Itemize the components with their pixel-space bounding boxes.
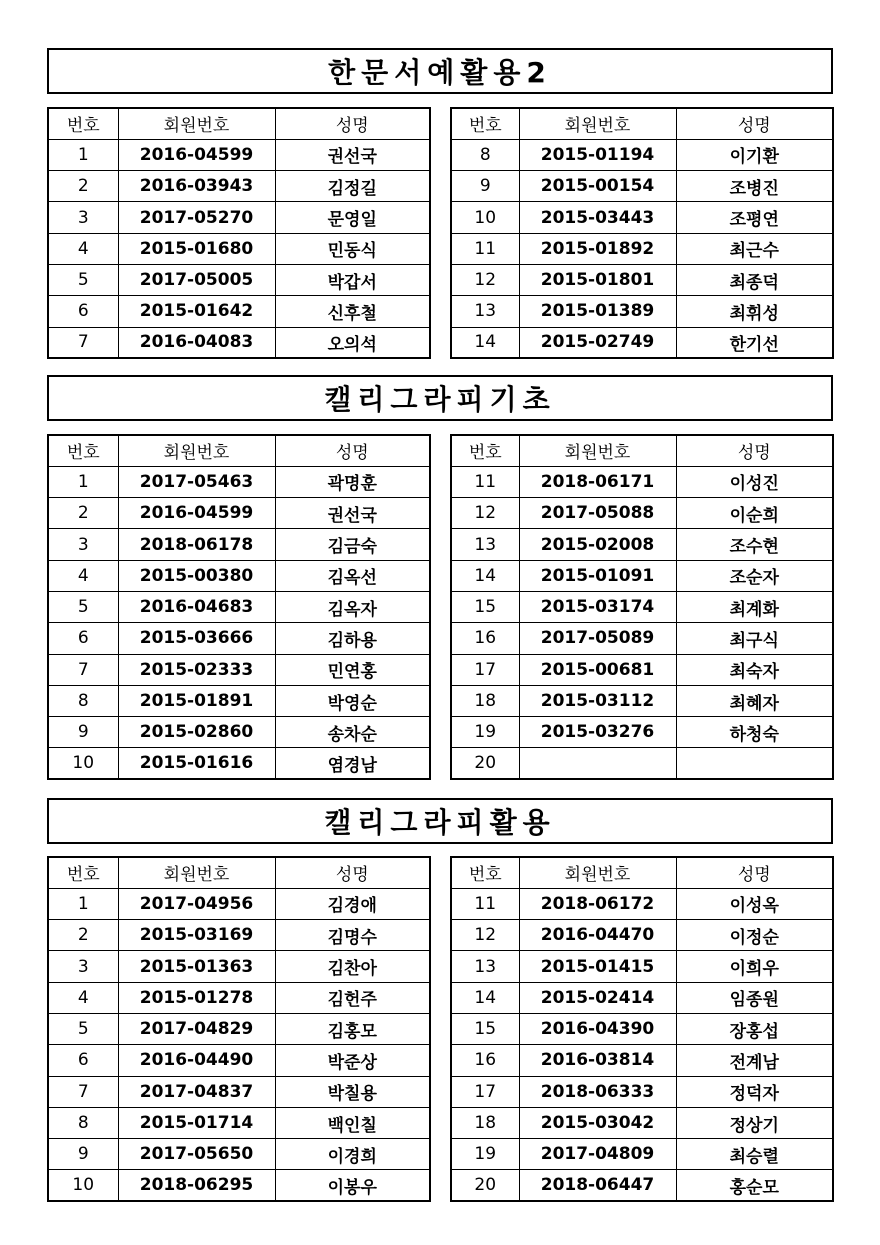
table-row	[451, 623, 833, 654]
row-number: 1	[48, 466, 118, 497]
member-id: 2015-01616	[118, 748, 275, 779]
table-row	[48, 920, 430, 951]
header-row	[48, 108, 430, 139]
row-number: 6	[48, 296, 118, 327]
member-id: 2016-04490	[118, 1045, 275, 1076]
table-row	[451, 717, 833, 748]
member-id: 2015-01194	[519, 139, 676, 170]
member-name: 홍순모	[676, 1170, 833, 1201]
row-number: 16	[451, 1045, 519, 1076]
roster-table-left	[47, 856, 431, 1202]
member-name: 이희우	[676, 951, 833, 982]
row-number: 18	[451, 685, 519, 716]
member-id: 2015-03443	[519, 202, 676, 233]
row-number: 3	[48, 202, 118, 233]
member-id: 2015-01091	[519, 560, 676, 591]
member-name: 민동식	[275, 233, 430, 264]
row-number: 11	[451, 888, 519, 919]
row-number: 7	[48, 1076, 118, 1107]
table-row	[48, 748, 430, 779]
table-row	[451, 264, 833, 295]
member-id: 2015-03276	[519, 717, 676, 748]
table-row	[451, 1013, 833, 1044]
table-row	[451, 748, 833, 779]
member-name: 한기선	[676, 327, 833, 358]
table-row	[451, 1107, 833, 1138]
member-id: 2017-04829	[118, 1013, 275, 1044]
header-no: 번호	[451, 435, 519, 466]
member-id: 2015-03112	[519, 685, 676, 716]
member-name: 김옥자	[275, 591, 430, 622]
table-row	[451, 654, 833, 685]
row-number: 2	[48, 920, 118, 951]
member-name: 이순희	[676, 498, 833, 529]
member-name: 김경애	[275, 888, 430, 919]
table-row	[48, 233, 430, 264]
row-number: 13	[451, 529, 519, 560]
table-row	[451, 202, 833, 233]
header-row	[451, 108, 833, 139]
member-name: 하청숙	[676, 717, 833, 748]
member-id: 2016-04599	[118, 139, 275, 170]
member-id: 2017-05088	[519, 498, 676, 529]
table-row	[48, 171, 430, 202]
row-number: 13	[451, 296, 519, 327]
row-number: 10	[48, 748, 118, 779]
table-row	[451, 888, 833, 919]
member-name: 임종원	[676, 982, 833, 1013]
table-row	[48, 264, 430, 295]
table-row	[48, 717, 430, 748]
header-name: 성명	[676, 435, 833, 466]
header-row	[48, 435, 430, 466]
member-id: 2015-00681	[519, 654, 676, 685]
row-number: 19	[451, 717, 519, 748]
table-row	[451, 1045, 833, 1076]
row-number: 9	[48, 717, 118, 748]
table-row	[451, 1076, 833, 1107]
roster-table-right	[450, 856, 834, 1202]
member-id: 2016-04470	[519, 920, 676, 951]
member-name: 송차순	[275, 717, 430, 748]
header-name: 성명	[275, 435, 430, 466]
row-number: 20	[451, 748, 519, 779]
row-number: 18	[451, 1107, 519, 1138]
row-number: 7	[48, 654, 118, 685]
table-row	[451, 498, 833, 529]
row-number: 12	[451, 498, 519, 529]
row-number: 6	[48, 1045, 118, 1076]
header-member-id: 회원번호	[519, 857, 676, 888]
header-row	[48, 857, 430, 888]
member-id: 2018-06178	[118, 529, 275, 560]
table-row	[48, 654, 430, 685]
member-id: 2017-05089	[519, 623, 676, 654]
row-number: 16	[451, 623, 519, 654]
row-number: 11	[451, 233, 519, 264]
row-number: 20	[451, 1170, 519, 1201]
member-name: 신후철	[275, 296, 430, 327]
member-name: 김옥선	[275, 560, 430, 591]
member-name: 김찬아	[275, 951, 430, 982]
table-row	[48, 1013, 430, 1044]
member-id: 2015-01389	[519, 296, 676, 327]
member-id: 2015-01714	[118, 1107, 275, 1138]
table-row	[451, 466, 833, 497]
member-name: 김하용	[275, 623, 430, 654]
table-row	[48, 1076, 430, 1107]
member-id: 2017-05463	[118, 466, 275, 497]
member-id: 2017-05650	[118, 1139, 275, 1170]
table-row	[48, 591, 430, 622]
row-number: 2	[48, 171, 118, 202]
row-number: 7	[48, 327, 118, 358]
table-row	[451, 139, 833, 170]
header-row	[451, 435, 833, 466]
header-name: 성명	[676, 108, 833, 139]
member-id: 2018-06333	[519, 1076, 676, 1107]
member-id: 2015-01363	[118, 951, 275, 982]
member-name: 최계화	[676, 591, 833, 622]
table-row	[451, 560, 833, 591]
member-id: 2015-01415	[519, 951, 676, 982]
member-id: 2015-03169	[118, 920, 275, 951]
table-row	[48, 466, 430, 497]
member-id: 2015-02414	[519, 982, 676, 1013]
row-number: 8	[451, 139, 519, 170]
row-number: 5	[48, 591, 118, 622]
row-number: 10	[451, 202, 519, 233]
member-name: 이성옥	[676, 888, 833, 919]
header-no: 번호	[48, 435, 118, 466]
member-name: 곽명훈	[275, 466, 430, 497]
member-id: 2018-06172	[519, 888, 676, 919]
row-number: 4	[48, 233, 118, 264]
table-row	[451, 296, 833, 327]
table-row	[48, 951, 430, 982]
member-name: 박갑서	[275, 264, 430, 295]
table-row	[48, 296, 430, 327]
member-name: 이성진	[676, 466, 833, 497]
member-name: 최휘성	[676, 296, 833, 327]
row-number: 6	[48, 623, 118, 654]
member-id: 2016-04083	[118, 327, 275, 358]
table-row	[451, 529, 833, 560]
header-member-id: 회원번호	[118, 857, 275, 888]
table-row	[451, 685, 833, 716]
member-id: 2018-06171	[519, 466, 676, 497]
member-id: 2017-04956	[118, 888, 275, 919]
table-row	[48, 1170, 430, 1201]
member-name: 문영일	[275, 202, 430, 233]
member-name	[676, 748, 833, 779]
member-id	[519, 748, 676, 779]
row-number: 2	[48, 498, 118, 529]
member-name: 최근수	[676, 233, 833, 264]
table-row	[451, 591, 833, 622]
row-number: 10	[48, 1170, 118, 1201]
header-row	[451, 857, 833, 888]
table-row	[48, 1107, 430, 1138]
header-name: 성명	[275, 108, 430, 139]
member-name: 김금숙	[275, 529, 430, 560]
table-row	[451, 233, 833, 264]
table-row	[48, 560, 430, 591]
member-id: 2015-01892	[519, 233, 676, 264]
member-name: 조순자	[676, 560, 833, 591]
member-name: 김홍모	[275, 1013, 430, 1044]
header-member-id: 회원번호	[118, 108, 275, 139]
row-number: 11	[451, 466, 519, 497]
row-number: 9	[48, 1139, 118, 1170]
header-name: 성명	[275, 857, 430, 888]
row-number: 3	[48, 529, 118, 560]
member-name: 최숙자	[676, 654, 833, 685]
header-no: 번호	[48, 857, 118, 888]
row-number: 8	[48, 1107, 118, 1138]
member-name: 민연홍	[275, 654, 430, 685]
row-number: 14	[451, 560, 519, 591]
row-number: 4	[48, 560, 118, 591]
member-name: 이기환	[676, 139, 833, 170]
row-number: 5	[48, 1013, 118, 1044]
row-number: 19	[451, 1139, 519, 1170]
member-name: 조수현	[676, 529, 833, 560]
row-number: 13	[451, 951, 519, 982]
table-row	[451, 951, 833, 982]
member-id: 2016-03814	[519, 1045, 676, 1076]
row-number: 12	[451, 920, 519, 951]
member-name: 권선국	[275, 498, 430, 529]
table-row	[48, 982, 430, 1013]
table-row	[48, 529, 430, 560]
table-row	[451, 920, 833, 951]
table-row	[48, 685, 430, 716]
member-name: 최승렬	[676, 1139, 833, 1170]
row-number: 14	[451, 327, 519, 358]
member-id: 2016-04599	[118, 498, 275, 529]
row-number: 1	[48, 888, 118, 919]
header-no: 번호	[451, 857, 519, 888]
member-name: 김정길	[275, 171, 430, 202]
member-id: 2018-06447	[519, 1170, 676, 1201]
row-number: 1	[48, 139, 118, 170]
header-no: 번호	[451, 108, 519, 139]
section-title: 한문서예활용2	[47, 48, 833, 94]
member-name: 이정순	[676, 920, 833, 951]
table-row	[48, 498, 430, 529]
row-number: 17	[451, 1076, 519, 1107]
section-title: 캘리그라피기초	[47, 375, 833, 421]
header-name: 성명	[676, 857, 833, 888]
table-row	[48, 202, 430, 233]
member-name: 이봉우	[275, 1170, 430, 1201]
section-title: 캘리그라피활용	[47, 798, 833, 844]
member-id: 2015-03042	[519, 1107, 676, 1138]
member-name: 조병진	[676, 171, 833, 202]
table-row	[48, 139, 430, 170]
member-name: 최혜자	[676, 685, 833, 716]
table-row	[48, 888, 430, 919]
roster-table-right	[450, 107, 834, 359]
roster-table-left	[47, 107, 431, 359]
member-id: 2015-01642	[118, 296, 275, 327]
member-id: 2017-04809	[519, 1139, 676, 1170]
member-id: 2015-00154	[519, 171, 676, 202]
table-row	[48, 327, 430, 358]
member-id: 2015-01278	[118, 982, 275, 1013]
table-row	[451, 327, 833, 358]
table-row	[451, 171, 833, 202]
table-row	[451, 982, 833, 1013]
member-id: 2015-02333	[118, 654, 275, 685]
member-name: 최구식	[676, 623, 833, 654]
table-row	[451, 1170, 833, 1201]
row-number: 17	[451, 654, 519, 685]
row-number: 5	[48, 264, 118, 295]
member-id: 2015-02749	[519, 327, 676, 358]
header-member-id: 회원번호	[118, 435, 275, 466]
member-name: 조평연	[676, 202, 833, 233]
member-id: 2015-00380	[118, 560, 275, 591]
member-name: 김헌주	[275, 982, 430, 1013]
member-id: 2016-03943	[118, 171, 275, 202]
member-id: 2017-04837	[118, 1076, 275, 1107]
header-member-id: 회원번호	[519, 435, 676, 466]
table-row	[48, 1045, 430, 1076]
row-number: 8	[48, 685, 118, 716]
row-number: 4	[48, 982, 118, 1013]
member-name: 최종덕	[676, 264, 833, 295]
table-row	[48, 1139, 430, 1170]
member-name: 전계남	[676, 1045, 833, 1076]
member-name: 박영순	[275, 685, 430, 716]
row-number: 15	[451, 591, 519, 622]
member-id: 2016-04683	[118, 591, 275, 622]
row-number: 15	[451, 1013, 519, 1044]
table-row	[451, 1139, 833, 1170]
member-id: 2015-02008	[519, 529, 676, 560]
member-name: 오의석	[275, 327, 430, 358]
row-number: 12	[451, 264, 519, 295]
member-id: 2015-01801	[519, 264, 676, 295]
roster-table-right	[450, 434, 834, 780]
member-name: 장홍섭	[676, 1013, 833, 1044]
header-no: 번호	[48, 108, 118, 139]
member-name: 박칠용	[275, 1076, 430, 1107]
row-number: 9	[451, 171, 519, 202]
member-name: 김명수	[275, 920, 430, 951]
roster-table-left	[47, 434, 431, 780]
row-number: 14	[451, 982, 519, 1013]
member-name: 염경남	[275, 748, 430, 779]
member-name: 정상기	[676, 1107, 833, 1138]
member-id: 2017-05270	[118, 202, 275, 233]
table-row	[48, 623, 430, 654]
member-name: 박준상	[275, 1045, 430, 1076]
member-id: 2015-02860	[118, 717, 275, 748]
member-id: 2015-03174	[519, 591, 676, 622]
member-id: 2017-05005	[118, 264, 275, 295]
member-name: 이경희	[275, 1139, 430, 1170]
member-name: 백인칠	[275, 1107, 430, 1138]
member-id: 2018-06295	[118, 1170, 275, 1201]
header-member-id: 회원번호	[519, 108, 676, 139]
member-id: 2015-03666	[118, 623, 275, 654]
member-name: 정덕자	[676, 1076, 833, 1107]
member-id: 2015-01891	[118, 685, 275, 716]
member-id: 2016-04390	[519, 1013, 676, 1044]
member-name: 권선국	[275, 139, 430, 170]
row-number: 3	[48, 951, 118, 982]
member-id: 2015-01680	[118, 233, 275, 264]
